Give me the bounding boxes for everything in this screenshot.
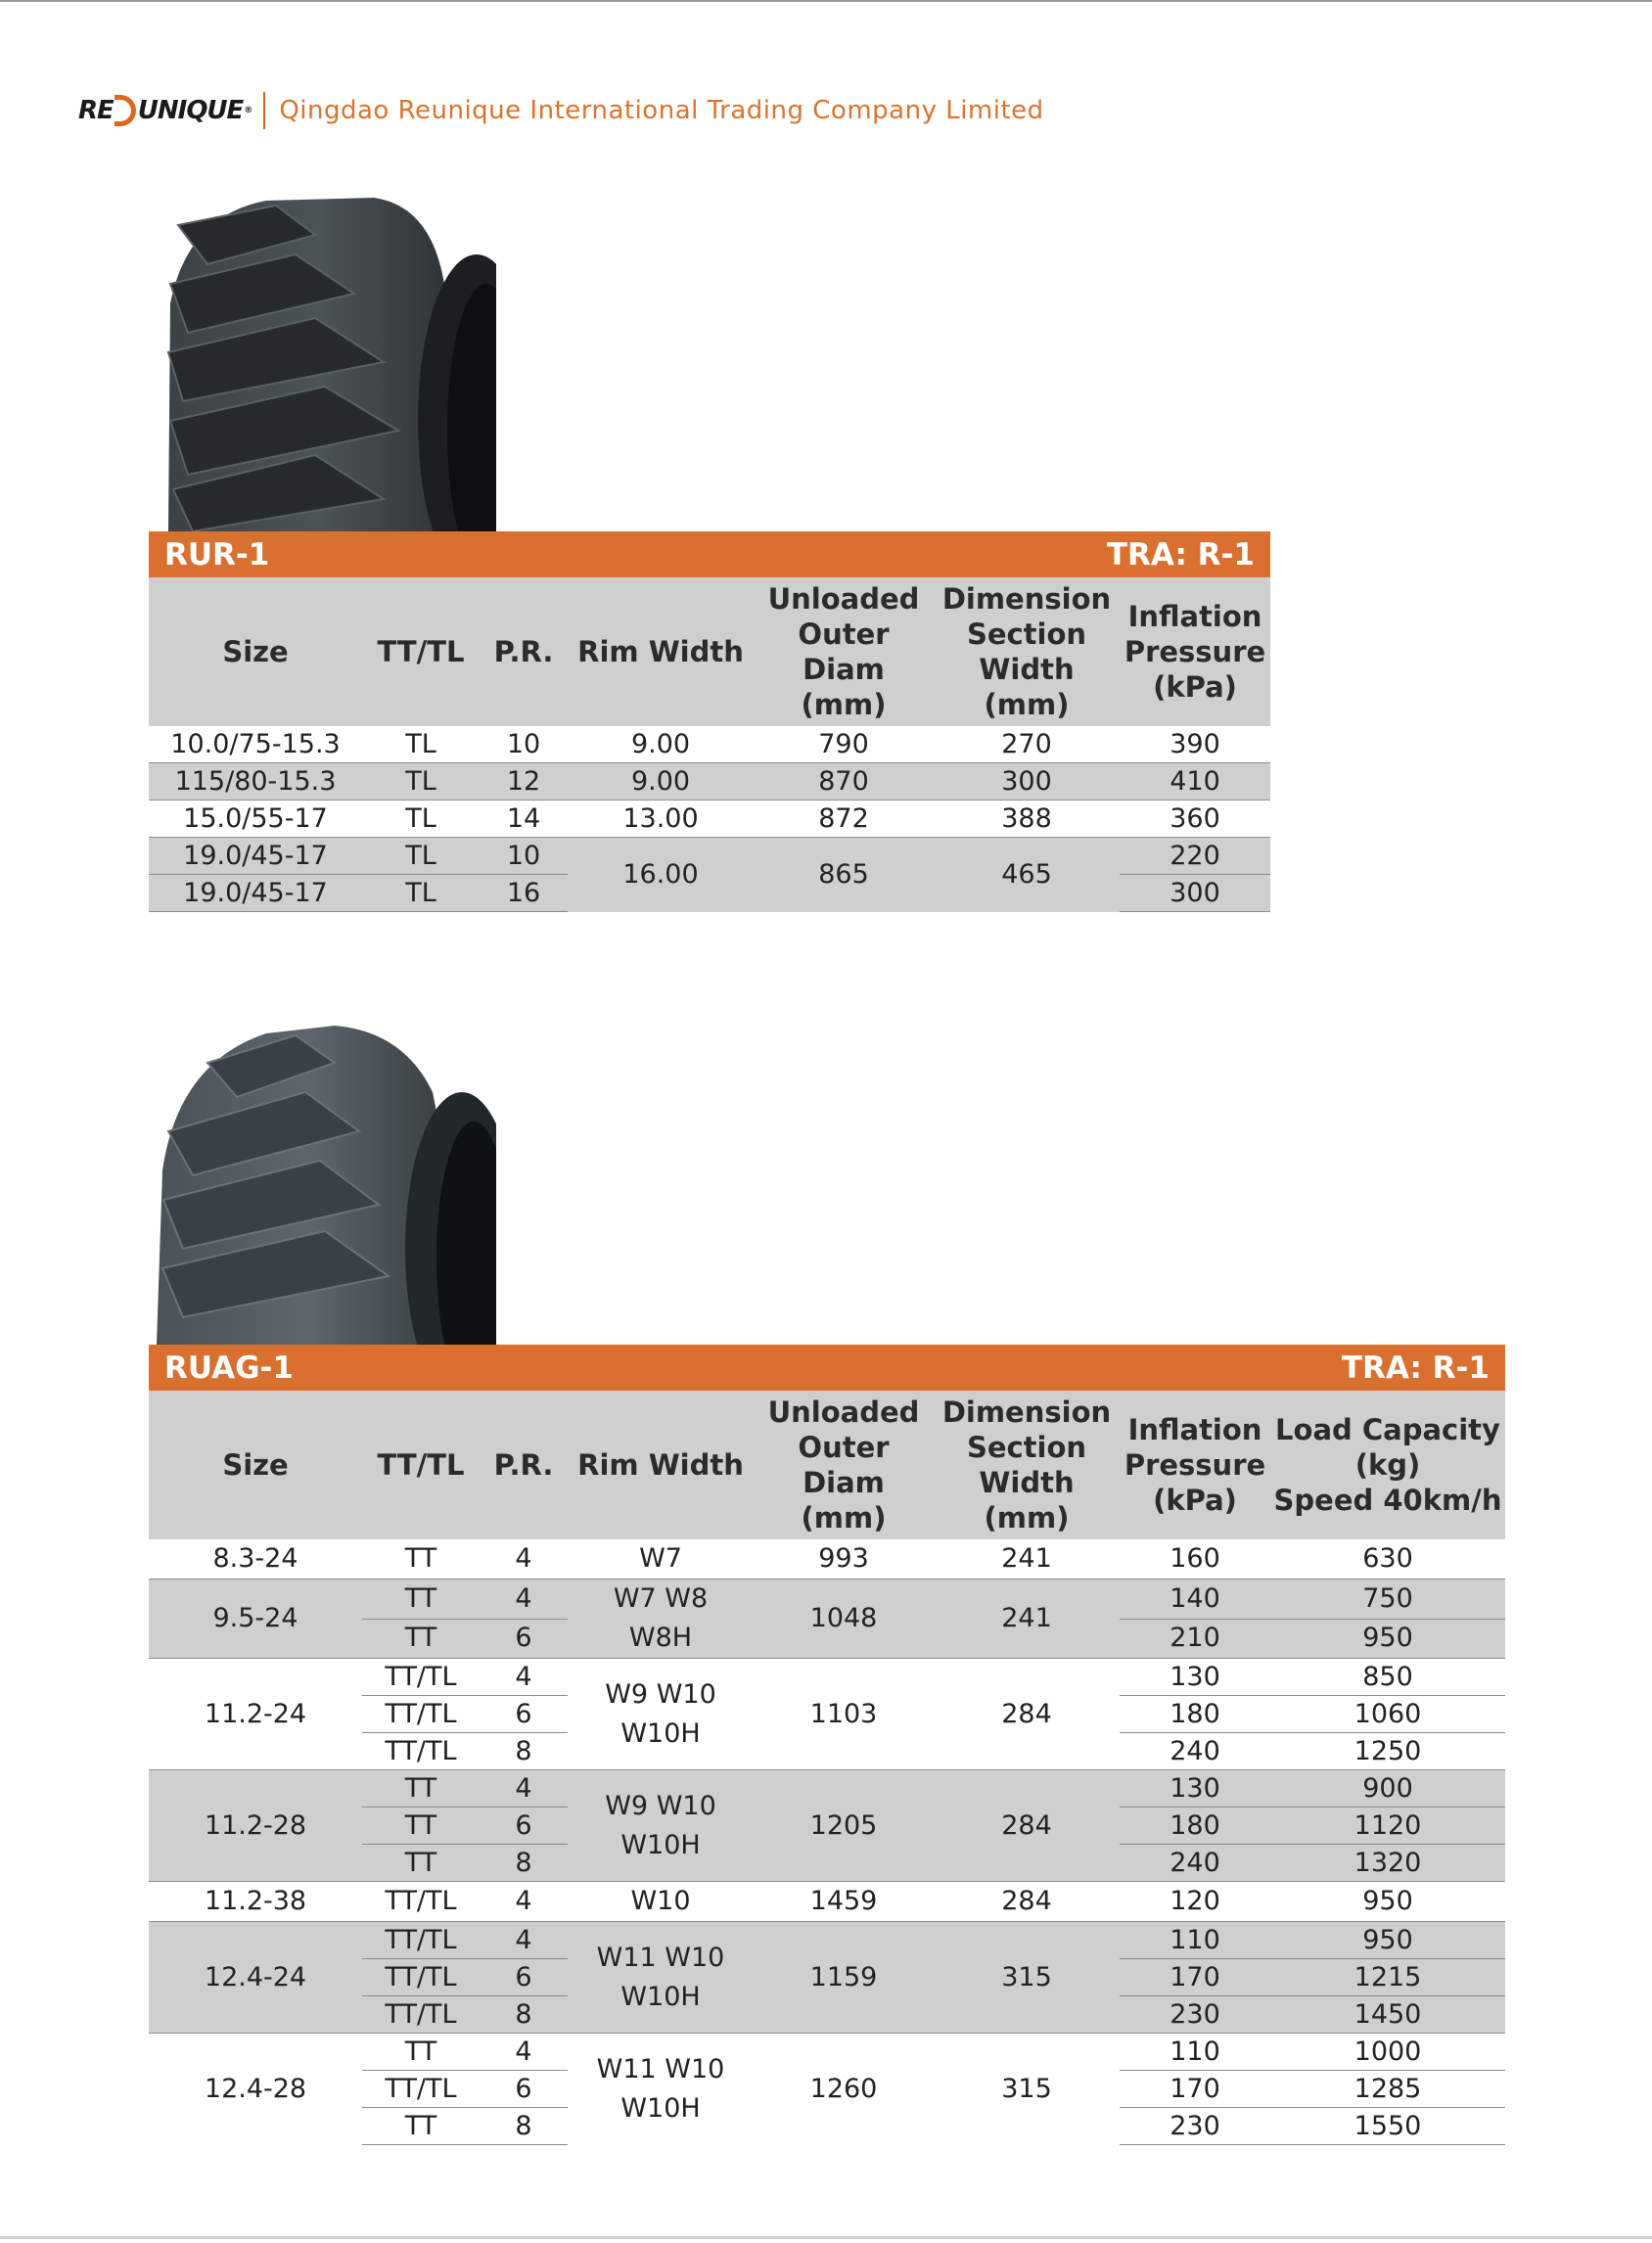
rim-width-cell: 13.00 xyxy=(568,801,754,838)
column-header: Rim Width xyxy=(568,577,754,726)
column-header: P.R. xyxy=(480,1391,568,1539)
inflation-pressure-cell: 170 xyxy=(1120,2071,1270,2108)
ply-rating-cell: 4 xyxy=(480,1539,568,1579)
inflation-pressure-cell: 130 xyxy=(1120,1659,1270,1696)
section-width-cell: 284 xyxy=(934,1770,1120,1882)
table-row xyxy=(149,801,1270,838)
rim-width-cell: 9.00 xyxy=(568,763,754,801)
tt-tl-cell: TT xyxy=(362,1539,480,1579)
section-width-cell: 388 xyxy=(934,801,1120,838)
inflation-pressure-cell: 230 xyxy=(1120,2108,1270,2145)
tra-standard: TRA: R-1 xyxy=(1106,536,1255,572)
header-separator xyxy=(263,92,265,129)
size-cell: 11.2-24 xyxy=(149,1659,362,1770)
ply-rating-cell: 8 xyxy=(480,1996,568,2034)
rim-width-cell: 16.00 xyxy=(568,838,754,912)
section-width-cell: 300 xyxy=(934,763,1120,801)
outer-diameter-cell: 1048 xyxy=(754,1579,934,1659)
column-header: Unloaded Outer Diam (mm) xyxy=(754,1391,934,1539)
spec-table-ruag-1 xyxy=(149,1391,1505,2145)
product-name: RUR-1 xyxy=(164,536,270,572)
inflation-pressure-cell: 390 xyxy=(1120,726,1270,763)
column-header: Inflation Pressure (kPa) xyxy=(1120,1391,1270,1539)
ply-rating-cell: 6 xyxy=(480,1619,568,1659)
section-width-cell: 315 xyxy=(934,1922,1120,2034)
size-cell: 19.0/45-17 xyxy=(149,875,362,912)
tt-tl-cell: TL xyxy=(362,726,480,763)
column-header: Dimension Section Width (mm) xyxy=(934,577,1120,726)
rim-width-cell: W9 W10 W10H xyxy=(568,1659,754,1770)
rim-width-cell: W7 W8 W8H xyxy=(568,1579,754,1659)
inflation-pressure-cell: 300 xyxy=(1120,875,1270,912)
ply-rating-cell: 4 xyxy=(480,2034,568,2071)
section-width-cell: 270 xyxy=(934,726,1120,763)
tt-tl-cell: TL xyxy=(362,763,480,801)
tt-tl-cell: TL xyxy=(362,801,480,838)
load-capacity-cell: 1000 xyxy=(1270,2034,1505,2071)
load-capacity-cell: 1320 xyxy=(1270,1845,1505,1882)
tt-tl-cell: TT/TL xyxy=(362,1733,480,1770)
tt-tl-cell: TT xyxy=(362,1770,480,1808)
table-row xyxy=(149,1882,1505,1922)
rim-width-cell: 9.00 xyxy=(568,726,754,763)
tt-tl-cell: TT xyxy=(362,2108,480,2145)
inflation-pressure-cell: 410 xyxy=(1120,763,1270,801)
logo-text-right: UNIQUE xyxy=(137,96,244,125)
inflation-pressure-cell: 240 xyxy=(1120,1733,1270,1770)
outer-diameter-cell: 1103 xyxy=(754,1659,934,1770)
tt-tl-cell: TT/TL xyxy=(362,1922,480,1959)
tt-tl-cell: TL xyxy=(362,838,480,875)
inflation-pressure-cell: 130 xyxy=(1120,1770,1270,1808)
table-row xyxy=(149,1539,1505,1579)
top-rule xyxy=(0,0,1652,2)
tractor-tire-image xyxy=(149,196,496,531)
ply-rating-cell: 6 xyxy=(480,1808,568,1845)
table-header-row xyxy=(149,577,1270,726)
ply-rating-cell: 4 xyxy=(480,1770,568,1808)
ply-rating-cell: 6 xyxy=(480,1696,568,1733)
section-width-cell: 315 xyxy=(934,2034,1120,2145)
ply-rating-cell: 4 xyxy=(480,1579,568,1620)
inflation-pressure-cell: 140 xyxy=(1120,1579,1270,1620)
column-header: Inflation Pressure (kPa) xyxy=(1120,577,1270,726)
outer-diameter-cell: 1205 xyxy=(754,1770,934,1882)
inflation-pressure-cell: 220 xyxy=(1120,838,1270,875)
rim-width-cell: W11 W10 W10H xyxy=(568,2034,754,2145)
ply-rating-cell: 4 xyxy=(480,1922,568,1959)
tt-tl-cell: TL xyxy=(362,875,480,912)
rim-width-cell: W9 W10 W10H xyxy=(568,1770,754,1882)
tt-tl-cell: TT/TL xyxy=(362,1882,480,1922)
tt-tl-cell: TT xyxy=(362,2034,480,2071)
load-capacity-cell: 1060 xyxy=(1270,1696,1505,1733)
page-header xyxy=(78,86,1044,135)
section-width-cell: 284 xyxy=(934,1659,1120,1770)
column-header: Size xyxy=(149,1391,362,1539)
size-cell: 8.3-24 xyxy=(149,1539,362,1579)
table-header-row xyxy=(149,1391,1505,1539)
spec-table-rur-1 xyxy=(149,577,1270,912)
column-header: Rim Width xyxy=(568,1391,754,1539)
load-capacity-cell: 950 xyxy=(1270,1922,1505,1959)
ply-rating-cell: 10 xyxy=(480,838,568,875)
size-cell: 12.4-24 xyxy=(149,1922,362,2034)
outer-diameter-cell: 872 xyxy=(754,801,934,838)
load-capacity-cell: 750 xyxy=(1270,1579,1505,1620)
ply-rating-cell: 16 xyxy=(480,875,568,912)
rim-width-cell: W10 xyxy=(568,1882,754,1922)
reunique-logo xyxy=(78,95,252,126)
table-row xyxy=(149,838,1270,875)
tt-tl-cell: TT/TL xyxy=(362,1696,480,1733)
ply-rating-cell: 8 xyxy=(480,2108,568,2145)
load-capacity-cell: 630 xyxy=(1270,1539,1505,1579)
tt-tl-cell: TT/TL xyxy=(362,1996,480,2034)
logo-text-left: RE xyxy=(78,96,114,125)
outer-diameter-cell: 1159 xyxy=(754,1922,934,2034)
column-header: Unloaded Outer Diam (mm) xyxy=(754,577,934,726)
tt-tl-cell: TT/TL xyxy=(362,1659,480,1696)
tra-standard: TRA: R-1 xyxy=(1341,1350,1490,1386)
tt-tl-cell: TT xyxy=(362,1808,480,1845)
inflation-pressure-cell: 180 xyxy=(1120,1808,1270,1845)
size-cell: 19.0/45-17 xyxy=(149,838,362,875)
load-capacity-cell: 950 xyxy=(1270,1882,1505,1922)
load-capacity-cell: 1250 xyxy=(1270,1733,1505,1770)
section-width-cell: 465 xyxy=(934,838,1120,912)
size-cell: 12.4-28 xyxy=(149,2034,362,2145)
tt-tl-cell: TT xyxy=(362,1579,480,1620)
section-width-cell: 284 xyxy=(934,1882,1120,1922)
inflation-pressure-cell: 110 xyxy=(1120,1922,1270,1959)
inflation-pressure-cell: 180 xyxy=(1120,1696,1270,1733)
inflation-pressure-cell: 120 xyxy=(1120,1882,1270,1922)
outer-diameter-cell: 790 xyxy=(754,726,934,763)
size-cell: 15.0/55-17 xyxy=(149,801,362,838)
ply-rating-cell: 4 xyxy=(480,1659,568,1696)
size-cell: 10.0/75-15.3 xyxy=(149,726,362,763)
outer-diameter-cell: 993 xyxy=(754,1539,934,1579)
section-header-ruag-1 xyxy=(149,1345,1505,1391)
column-header: Size xyxy=(149,577,362,726)
ply-rating-cell: 8 xyxy=(480,1845,568,1882)
product-name: RUAG-1 xyxy=(164,1350,294,1386)
ply-rating-cell: 12 xyxy=(480,763,568,801)
section-width-cell: 241 xyxy=(934,1579,1120,1659)
inflation-pressure-cell: 160 xyxy=(1120,1539,1270,1579)
rim-width-cell: W11 W10 W10H xyxy=(568,1922,754,2034)
inflation-pressure-cell: 230 xyxy=(1120,1996,1270,2034)
inflation-pressure-cell: 210 xyxy=(1120,1619,1270,1659)
column-header: Load Capacity (kg) Speed 40km/h xyxy=(1270,1391,1505,1539)
column-header: TT/TL xyxy=(362,577,480,726)
column-header: P.R. xyxy=(480,577,568,726)
table-row xyxy=(149,1922,1505,1959)
outer-diameter-cell: 1260 xyxy=(754,2034,934,2145)
inflation-pressure-cell: 240 xyxy=(1120,1845,1270,1882)
logo-registered-mark: ® xyxy=(244,106,252,115)
table-row xyxy=(149,2034,1505,2071)
column-header: Dimension Section Width (mm) xyxy=(934,1391,1120,1539)
load-capacity-cell: 1120 xyxy=(1270,1808,1505,1845)
load-capacity-cell: 900 xyxy=(1270,1770,1505,1808)
load-capacity-cell: 850 xyxy=(1270,1659,1505,1696)
load-capacity-cell: 1215 xyxy=(1270,1959,1505,1996)
bottom-rule xyxy=(0,2236,1652,2239)
size-cell: 115/80-15.3 xyxy=(149,763,362,801)
tt-tl-cell: TT xyxy=(362,1845,480,1882)
table-row xyxy=(149,763,1270,801)
ply-rating-cell: 8 xyxy=(480,1733,568,1770)
ply-rating-cell: 6 xyxy=(480,2071,568,2108)
size-cell: 11.2-38 xyxy=(149,1882,362,1922)
tt-tl-cell: TT/TL xyxy=(362,2071,480,2108)
inflation-pressure-cell: 360 xyxy=(1120,801,1270,838)
load-capacity-cell: 1285 xyxy=(1270,2071,1505,2108)
load-capacity-cell: 950 xyxy=(1270,1619,1505,1659)
load-capacity-cell: 1450 xyxy=(1270,1996,1505,2034)
section-header-rur-1 xyxy=(149,531,1270,577)
ply-rating-cell: 4 xyxy=(480,1882,568,1922)
rim-width-cell: W7 xyxy=(568,1539,754,1579)
inflation-pressure-cell: 170 xyxy=(1120,1959,1270,1996)
column-header: TT/TL xyxy=(362,1391,480,1539)
tt-tl-cell: TT/TL xyxy=(362,1959,480,1996)
outer-diameter-cell: 870 xyxy=(754,763,934,801)
size-cell: 9.5-24 xyxy=(149,1579,362,1659)
company-name: Qingdao Reunique International Trading Company Limited xyxy=(279,96,1044,125)
table-row xyxy=(149,1659,1505,1696)
outer-diameter-cell: 865 xyxy=(754,838,934,912)
ply-rating-cell: 10 xyxy=(480,726,568,763)
tt-tl-cell: TT xyxy=(362,1619,480,1659)
logo-ring-icon xyxy=(115,95,136,126)
load-capacity-cell: 1550 xyxy=(1270,2108,1505,2145)
size-cell: 11.2-28 xyxy=(149,1770,362,1882)
section-width-cell: 241 xyxy=(934,1539,1120,1579)
table-row xyxy=(149,726,1270,763)
ply-rating-cell: 6 xyxy=(480,1959,568,1996)
tractor-tire-image xyxy=(149,1024,496,1345)
table-row xyxy=(149,1770,1505,1808)
inflation-pressure-cell: 110 xyxy=(1120,2034,1270,2071)
ply-rating-cell: 14 xyxy=(480,801,568,838)
outer-diameter-cell: 1459 xyxy=(754,1882,934,1922)
table-row xyxy=(149,1579,1505,1620)
